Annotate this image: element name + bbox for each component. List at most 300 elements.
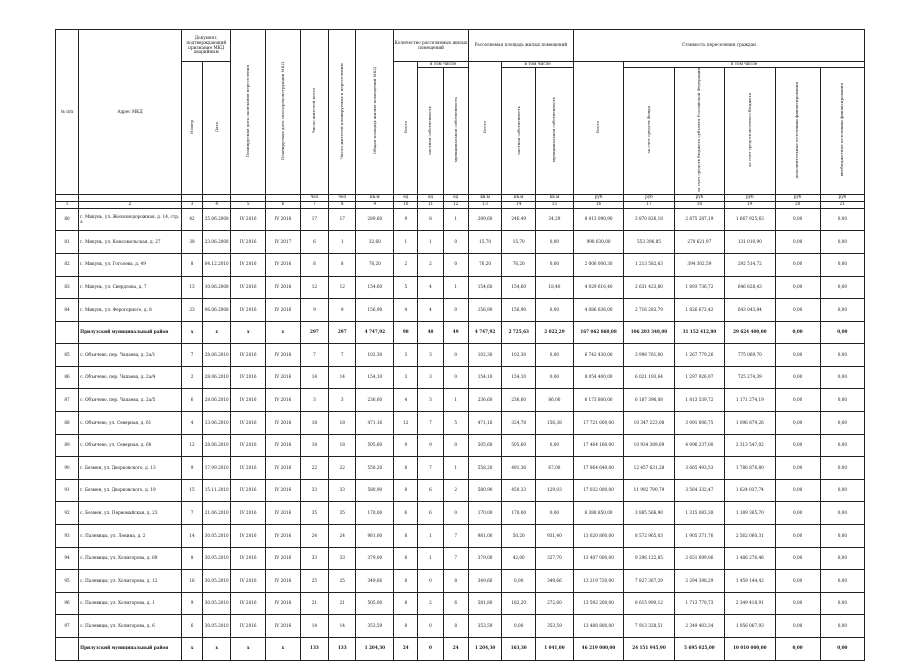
table-cell: 1 956 067,93: [725, 615, 775, 638]
table-cell: 4 747,92: [468, 321, 502, 344]
table-cell: 0,00: [820, 366, 864, 389]
header-area-municipal-text: муниципальная собственность: [551, 97, 557, 163]
table-cell: 1 786 876,80: [725, 457, 775, 480]
table-cell: 0,00: [775, 592, 820, 615]
colnum-cell: 11: [418, 201, 443, 208]
table-row: [56, 253, 865, 276]
table-cell: IV 2016: [231, 570, 266, 593]
header-rooms-municipal: [443, 68, 468, 195]
table-cell: 394 302,59: [674, 253, 724, 276]
table-cell: 95: [56, 570, 79, 593]
table-cell: 1: [443, 276, 468, 299]
table-cell: 931,40: [536, 525, 574, 548]
table-cell: 0,00: [820, 502, 864, 525]
table-cell: IV 2016: [231, 344, 266, 367]
table-cell: 4 096 237,00: [674, 434, 724, 457]
colnum-cell: 8: [329, 201, 356, 208]
table-cell: 8: [418, 208, 443, 231]
table-cell: 18,40: [536, 276, 574, 299]
table-row: [56, 570, 865, 593]
table-cell: 0,00: [820, 253, 864, 276]
table-cell: 981,00: [356, 525, 394, 548]
table-cell: 9: [394, 434, 418, 457]
table-cell: IV 2016: [266, 434, 301, 457]
table-cell: 353,59: [468, 615, 502, 638]
table-cell: 129,03: [536, 479, 574, 502]
colnum-cell: 14: [502, 201, 536, 208]
table-cell: 28.06.2010: [203, 389, 231, 412]
table-cell: 49: [443, 321, 468, 344]
table-body: [56, 208, 865, 660]
table-cell: 8: [394, 547, 418, 570]
table-cell: 33: [300, 479, 328, 502]
header-cost-local-text: за счет средств местного бюджета: [746, 93, 752, 168]
table-cell: 13.06.2010: [203, 412, 231, 435]
table-cell: 1: [443, 389, 468, 412]
table-cell: 1 624 037,74: [725, 479, 775, 502]
header-residents-relocate-text: Число жителей планируемых к переселению: [339, 63, 345, 160]
table-cell: 156,38: [536, 412, 574, 435]
header-planned-relocation: [231, 30, 266, 195]
table-cell: 3 564 332,47: [674, 479, 724, 502]
table-cell: 154,10: [356, 366, 394, 389]
table-cell: IV 2016: [231, 592, 266, 615]
table-cell: 8: [394, 479, 418, 502]
address-cell: с. Объячево, пер. Чапаева, д. 2а/1: [79, 344, 182, 367]
header-cost-local: [725, 68, 775, 195]
header-cost-sub: в том числе: [624, 62, 865, 68]
table-cell: 0,00: [820, 389, 864, 412]
table-cell: 156,90: [356, 299, 394, 322]
table-cell: IV 2016: [231, 502, 266, 525]
subtotal-row: [56, 321, 865, 344]
table-cell: 1 713 770,73: [674, 592, 724, 615]
table-cell: 1: [394, 231, 418, 254]
header-cost-fund-text: за счет средств Фонда: [645, 106, 651, 154]
table-cell: 22: [300, 457, 328, 480]
table-cell: 9 296 122,85: [624, 547, 674, 570]
table-cell: 14: [300, 615, 328, 638]
table-cell: 17 721 000,00: [573, 412, 623, 435]
table-cell: 581,80: [468, 592, 502, 615]
table-cell: 6 742 430,00: [573, 344, 623, 367]
table-cell: 35: [300, 502, 328, 525]
table-cell: 7: [418, 412, 443, 435]
table-cell: 167 062 860,08: [573, 321, 623, 344]
table-cell: 1 189 365,70: [725, 502, 775, 525]
address-cell: г. Микунь, ул. Гоголева, д. 49: [79, 253, 182, 276]
units-row: [56, 194, 865, 201]
table-cell: IV 2016: [266, 457, 301, 480]
table-cell: IV 2016: [266, 615, 301, 638]
table-cell: [56, 638, 79, 661]
table-cell: 28.06.2010: [203, 434, 231, 457]
table-cell: IV 2016: [231, 412, 266, 435]
table-cell: 131 010,90: [725, 231, 775, 254]
table-cell: 8: [300, 253, 328, 276]
table-cell: 10.06.2008: [203, 276, 231, 299]
table-cell: 24: [443, 638, 468, 661]
table-cell: x: [203, 638, 231, 661]
table-cell: 7: [182, 344, 203, 367]
table-cell: IV 2016: [266, 344, 301, 367]
table-cell: 4 086 636,00: [573, 299, 623, 322]
table-cell: 9: [182, 457, 203, 480]
address-cell: г. Безмен, ул. Дворковского, д. 19: [79, 479, 182, 502]
table-cell: 90: [56, 457, 79, 480]
table-cell: 7: [443, 547, 468, 570]
table-cell: 1 486 276,46: [725, 547, 775, 570]
table-cell: 0,00: [775, 208, 820, 231]
table-cell: 236,60: [468, 389, 502, 412]
header-area-total-text: Всего: [481, 121, 487, 134]
table-cell: 5 695 025,00: [674, 638, 724, 661]
table-cell: 106 203 348,00: [624, 321, 674, 344]
table-cell: 42: [182, 208, 203, 231]
table-cell: IV 2016: [231, 366, 266, 389]
header-area-municipal: [536, 68, 574, 195]
table-cell: 981,00: [468, 525, 502, 548]
header-rooms-total: [394, 62, 418, 195]
table-cell: 91: [56, 479, 79, 502]
header-cost-extra-text: внебюджетные источники финансирования: [839, 83, 845, 177]
table-cell: 580,90: [356, 479, 394, 502]
table-cell: 6: [443, 592, 468, 615]
table-cell: 17 864 640,00: [573, 457, 623, 480]
address-cell: г. Микунь, ул. Комсомольская, д. 27: [79, 231, 182, 254]
unit-cell: ед: [394, 194, 418, 201]
table-cell: 93: [56, 525, 79, 548]
table-cell: 0: [443, 299, 468, 322]
unit-cell: [203, 194, 231, 201]
address-cell: с. Палевицы, ул. Холмгорова, д. 1: [79, 592, 182, 615]
table-cell: 6 388 850,00: [573, 502, 623, 525]
table-cell: 85: [56, 344, 79, 367]
table-cell: 0,00: [820, 570, 864, 593]
table-cell: 04.12.2010: [203, 253, 231, 276]
colnum-cell: 5: [231, 201, 266, 208]
table-cell: 0,00: [775, 299, 820, 322]
table-cell: 236,60: [502, 389, 536, 412]
table-cell: IV 2016: [231, 525, 266, 548]
table-cell: IV 2016: [266, 366, 301, 389]
table-cell: 327,70: [536, 547, 574, 570]
table-cell: 471,16: [356, 412, 394, 435]
table-cell: 102,30: [502, 344, 536, 367]
table-cell: 10 347 223,08: [624, 412, 674, 435]
table-cell: 3: [300, 389, 328, 412]
table-cell: 0,00: [820, 592, 864, 615]
unit-cell: кв.м: [502, 194, 536, 201]
table-cell: 102,30: [468, 344, 502, 367]
table-cell: IV 2016: [266, 479, 301, 502]
table-cell: IV 2016: [231, 299, 266, 322]
table-row: [56, 276, 865, 299]
unit-cell: кв.м: [536, 194, 574, 201]
table-cell: 8 054 400,00: [573, 366, 623, 389]
table-cell: 7: [443, 525, 468, 548]
colnum-cell: 21: [820, 201, 864, 208]
table-cell: 379,00: [356, 547, 394, 570]
table-cell: 21.06.2010: [203, 502, 231, 525]
table-cell: 34,29: [536, 208, 574, 231]
table-cell: 2 651 699,06: [674, 547, 724, 570]
table-cell: 24 151 945,90: [624, 638, 674, 661]
table-cell: 1 297 926,97: [674, 366, 724, 389]
table-cell: 6: [182, 615, 203, 638]
unit-cell: руб: [624, 194, 674, 201]
table-cell: 2: [418, 253, 443, 276]
table-cell: 4: [418, 276, 443, 299]
table-cell: 2 716 283,79: [624, 299, 674, 322]
header-doc-group: Документ, подтверждающий признание МКД аварийным: [182, 30, 231, 62]
colnum-cell: 13: [468, 201, 502, 208]
table-cell: 0,00: [820, 208, 864, 231]
address-cell: с. Безмен, ул. Первомайская, д. 23: [79, 502, 182, 525]
header-area-sub: в том числе: [502, 62, 573, 68]
address-cell: с. Объячево, ул. Северная, д. 61: [79, 412, 182, 435]
table-cell: 8: [394, 592, 418, 615]
address-cell: с. Палевицы, ул. Ленина, д. 2: [79, 525, 182, 548]
table-cell: 15: [182, 479, 203, 502]
header-cost-region: [674, 68, 724, 195]
table-cell: 82: [56, 253, 79, 276]
address-cell: с. Палевицы, ул. Холмгорова, д. 6: [79, 615, 182, 638]
table-cell: 2: [443, 479, 468, 502]
table-cell: 0,00: [502, 570, 536, 593]
table-cell: 163,30: [502, 638, 536, 661]
table-cell: x: [231, 321, 266, 344]
subtotal-row: [56, 638, 865, 661]
table-cell: 133: [300, 638, 328, 661]
header-cost-total-text: Всего: [595, 121, 601, 134]
table-cell: 0,00: [536, 366, 574, 389]
header-residents-relocate: [329, 30, 356, 195]
colnum-cell: 19: [725, 201, 775, 208]
table-cell: 154,60: [502, 276, 536, 299]
address-cell: с. Объячево, пер. Чапаева, д. 2а/5: [79, 389, 182, 412]
table-cell: 1 267 779,26: [674, 344, 724, 367]
table-cell: 1 204,30: [468, 638, 502, 661]
table-cell: 1: [418, 231, 443, 254]
header-total-area-text: Общая площадь жилых помещений МКД: [371, 67, 377, 155]
header-rooms-group: Количество расселяемых жилых помещений: [394, 30, 469, 62]
table-cell: 9: [329, 299, 356, 322]
table-cell: 6: [418, 479, 443, 502]
unit-cell: руб: [820, 194, 864, 201]
unit-cell: кв.м: [468, 194, 502, 201]
header-residents: [300, 30, 328, 195]
unit-cell: [182, 194, 203, 201]
table-row: [56, 592, 865, 615]
unit-cell: кв.м: [356, 194, 394, 201]
table-cell: 1 315 083,38: [674, 502, 724, 525]
table-cell: x: [231, 638, 266, 661]
table-cell: 3 885 566,90: [624, 502, 674, 525]
colnum-cell: 20: [775, 201, 820, 208]
address-cell: с. Палевицы, ул. Холмгорова, д. 12: [79, 570, 182, 593]
table-cell: IV 2016: [266, 547, 301, 570]
table-cell: 3: [418, 344, 443, 367]
header-area-private: [502, 68, 536, 195]
table-cell: 0,00: [775, 389, 820, 412]
column-number-row: [56, 201, 865, 208]
table-cell: 236,60: [356, 389, 394, 412]
table-cell: 0,00: [775, 321, 820, 344]
header-cost-fund: [624, 68, 674, 195]
header-cost-additional: [775, 68, 820, 195]
table-row: [56, 502, 865, 525]
table-cell: 505,00: [356, 592, 394, 615]
table-row: [56, 457, 865, 480]
table-cell: 5: [443, 412, 468, 435]
table-cell: 0,00: [820, 615, 864, 638]
table-cell: 9: [418, 434, 443, 457]
table-cell: 30.05.2010: [203, 615, 231, 638]
table-cell: 98: [394, 321, 418, 344]
table-cell: IV 2016: [231, 231, 266, 254]
table-cell: 1 459 144,42: [725, 570, 775, 593]
table-cell: IV 2016: [266, 592, 301, 615]
table-cell: 7: [418, 457, 443, 480]
table-cell: 1 813 539,72: [674, 389, 724, 412]
table-cell: 25.06.2008: [203, 208, 231, 231]
unit-cell: [266, 194, 301, 201]
table-cell: 1 826 672,42: [674, 299, 724, 322]
colnum-cell: 18: [674, 201, 724, 208]
table-cell: 8: [394, 570, 418, 593]
unit-cell: руб: [725, 194, 775, 201]
address-cell: Прилузский муниципальный район: [79, 321, 182, 344]
table-cell: 46 219 000,00: [573, 638, 623, 661]
table-cell: 156,90: [502, 299, 536, 322]
table-cell: 8: [329, 253, 356, 276]
table-cell: 3: [394, 366, 418, 389]
table-row: [56, 389, 865, 412]
header-total-area: [356, 30, 394, 195]
table-cell: 7: [329, 344, 356, 367]
table-cell: IV 2016: [266, 253, 301, 276]
table-cell: 13: [182, 276, 203, 299]
table-row: [56, 344, 865, 367]
table-cell: 0,00: [820, 276, 864, 299]
table-cell: 0,00: [775, 276, 820, 299]
table-cell: 2 349 418,91: [725, 592, 775, 615]
header-doc-number-text: Номер: [188, 120, 194, 135]
table-cell: 29 624 400,00: [725, 321, 775, 344]
table-cell: 0,00: [775, 253, 820, 276]
table-cell: 92: [56, 502, 79, 525]
table-cell: 0: [418, 638, 443, 661]
table-cell: 646 828,43: [725, 276, 775, 299]
table-cell: 4 747,92: [356, 321, 394, 344]
header-area-private-text: частная собственность: [515, 105, 521, 155]
unit-cell: руб: [674, 194, 724, 201]
table-cell: 1: [418, 525, 443, 548]
table-cell: 14: [182, 525, 203, 548]
table-row: [56, 434, 865, 457]
table-cell: 0: [443, 366, 468, 389]
table-cell: IV 2016: [231, 434, 266, 457]
header-address: Адрес МКД: [79, 30, 182, 195]
table-cell: 35: [329, 502, 356, 525]
header-area-group: Расселяемая площадь жилых помещений: [468, 30, 573, 62]
table-cell: 33: [329, 479, 356, 502]
document-sheet: [55, 29, 865, 651]
table-cell: 643 043,84: [725, 299, 775, 322]
table-cell: 42,00: [502, 547, 536, 570]
table-cell: 80: [56, 208, 79, 231]
table-cell: 0,00: [775, 412, 820, 435]
table-cell: 6 021 193,64: [624, 366, 674, 389]
table-cell: 170,00: [502, 502, 536, 525]
table-cell: 4: [418, 299, 443, 322]
table-cell: 15,70: [468, 231, 502, 254]
table-cell: 33: [300, 547, 328, 570]
table-cell: 89: [56, 434, 79, 457]
table-cell: 30.05.2010: [203, 547, 231, 570]
table-cell: 0,00: [536, 231, 574, 254]
table-row: [56, 479, 865, 502]
table-cell: IV 2016: [231, 208, 266, 231]
table-cell: 76,20: [356, 253, 394, 276]
table-cell: IV 2016: [231, 615, 266, 638]
table-cell: 24: [329, 525, 356, 548]
colnum-cell: 16: [573, 201, 623, 208]
table-cell: 38: [182, 231, 203, 254]
table-cell: 3: [418, 366, 443, 389]
table-cell: 88: [56, 412, 79, 435]
table-row: [56, 366, 865, 389]
table-cell: 324,78: [502, 412, 536, 435]
table-cell: 270 621,97: [674, 231, 724, 254]
table-cell: 0,00: [820, 231, 864, 254]
table-cell: 2 294 398,29: [674, 570, 724, 593]
table-cell: 33: [329, 547, 356, 570]
table-cell: 505,60: [502, 434, 536, 457]
table-cell: 17 032 000,00: [573, 479, 623, 502]
table-cell: 67,00: [536, 457, 574, 480]
colnum-cell: 15: [536, 201, 574, 208]
table-cell: 13 488 800,00: [573, 615, 623, 638]
table-cell: 30.05.2010: [203, 570, 231, 593]
table-cell: 18: [300, 434, 328, 457]
table-row: [56, 525, 865, 548]
table-cell: 0: [443, 231, 468, 254]
table-cell: 0,00: [820, 638, 864, 661]
table-cell: 1 667 925,63: [725, 208, 775, 231]
table-cell: 1: [418, 547, 443, 570]
table-cell: 491,36: [502, 457, 536, 480]
unit-cell: ед: [443, 194, 468, 201]
table-cell: 97: [56, 615, 79, 638]
table-cell: 3 665 493,53: [674, 457, 724, 480]
table-cell: IV 2016: [266, 525, 301, 548]
table-cell: 28.06.2010: [203, 366, 231, 389]
table-cell: 289,60: [468, 208, 502, 231]
table-cell: 50,20: [502, 525, 536, 548]
table-cell: 12: [329, 276, 356, 299]
table-cell: 0: [443, 434, 468, 457]
header-rooms-total-text: Всего: [402, 121, 408, 134]
table-cell: 505,60: [356, 434, 394, 457]
table-cell: 2 631 423,80: [624, 276, 674, 299]
table-cell: 2 725,63: [502, 321, 536, 344]
table-cell: x: [266, 321, 301, 344]
table-cell: 8: [443, 615, 468, 638]
table-cell: 0,00: [820, 457, 864, 480]
table-cell: IV 2016: [266, 570, 301, 593]
